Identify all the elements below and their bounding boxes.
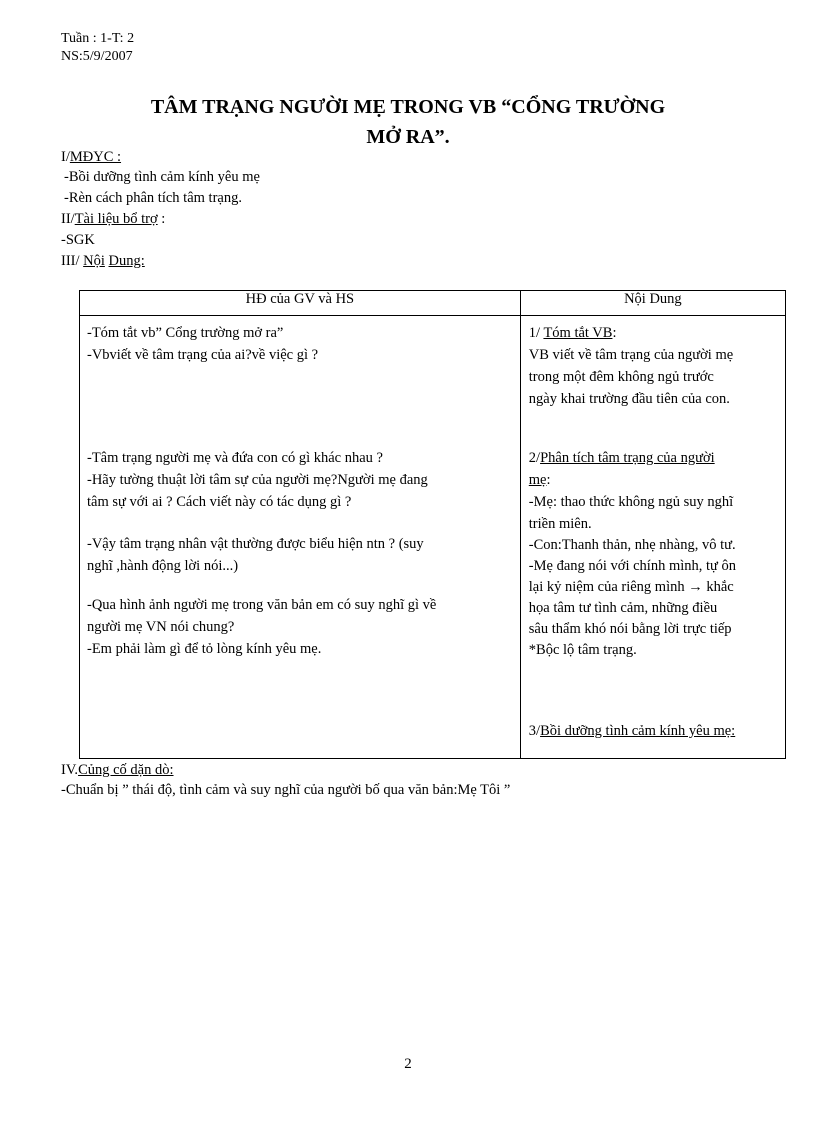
section-2-suffix: : [157,211,166,227]
section-2-heading [61,209,165,229]
content-line: VB viết về tâm trạng của người mẹ [528,347,734,363]
heading-2-suffix: : [546,472,551,488]
heading-2-text-cont: mẹ [528,472,547,488]
activity-line: -Vbviết về tâm trạng của ai?về việc gì ? [87,347,319,363]
section-2-item: -SGK [61,232,95,248]
activity-line: -Hãy tường thuật lời tâm sự của người mẹ?Người mẹ đang [87,472,428,488]
content-heading-2 [529,448,715,468]
content-line: -Mẹ đang nói với chính mình, tự ôn [528,558,737,574]
section-4-title: Củng cố dặn dò: [78,762,174,778]
column-header-content: Nội Dung [520,291,785,316]
content-line: họa tâm tư tình cảm, những điều [528,600,718,616]
content-cell [520,316,785,759]
section-4-heading [61,760,174,780]
title-line-2: MỞ RA”. [366,126,450,148]
content-line: ngày khai trường đầu tiên của con. [528,391,730,407]
content-line: sâu thẩm khó nói bằng lời trực tiếp [528,621,732,637]
section-1-item: -Rèn cách phân tích tâm trạng. [64,190,242,206]
activities-cell [80,316,521,759]
content-line: -Mẹ: thao thức không ngủ suy nghĩ [528,494,734,510]
section-1-title: MĐYC : [69,149,122,165]
activity-line: -Tóm tắt vb” Cổng trường mở ra” [87,325,284,341]
heading-1-prefix: 1/ [528,325,544,341]
content-line: lại kỷ niệm của riêng mình → khắc [528,579,734,595]
column-header-activities: HĐ của GV và HS [80,291,521,316]
section-1-heading [61,147,121,167]
week-label: Tuần : 1-T: 2 [61,31,135,46]
section-2-title: Tài liệu bổ trợ [74,211,158,227]
content-line: triền miên. [528,516,592,532]
content-line: *Bộc lộ tâm trạng. [528,642,637,658]
activity-line: tâm sự với ai ? Cách viết này có tác dụng gì ? [87,494,352,510]
activity-line: -Qua hình ảnh người mẹ trong văn bản em có suy nghĩ gì về [87,597,437,613]
heading-2-text: Phân tích tâm trạng của người [540,450,715,466]
activity-line: -Em phải làm gì để tỏ lòng kính yêu mẹ. [87,641,322,657]
content-line: trong một đêm không ngủ trước [528,369,714,385]
section-3-title-word-2: Dung: [108,253,145,269]
section-1-prefix: I/ [61,149,70,165]
activity-line: -Tâm trạng người mẹ và đứa con có gì khác nhau ? [87,450,383,466]
activity-line: nghĩ ,hành động lời nói...) [87,558,239,574]
section-4-prefix: IV. [61,762,79,778]
heading-3-prefix: 3/ [528,723,541,739]
content-heading-3 [529,721,735,741]
section-4-item: -Chuẩn bị ” thái độ, tình cảm và suy nghĩ của người bố qua văn bản:Mẹ Tôi ” [61,782,511,798]
section-3-heading [61,251,145,271]
section-2-prefix: II/ [61,211,75,227]
page-number: 2 [404,1056,412,1072]
content-heading-2-cont [529,470,551,490]
activity-line: -Vậy tâm trạng nhân vật thường được biểu hiện ntn ? (suy [87,536,424,552]
table-header-row [80,291,786,316]
content-heading-1 [529,323,617,343]
heading-3-text: Bồi dưỡng tình cảm kính yêu mẹ: [540,723,736,739]
heading-1-suffix: : [612,325,617,341]
content-table [79,290,786,759]
section-3-prefix: III/ [61,253,84,269]
section-1-item: -Bồi dưỡng tình cảm kính yêu mẹ [64,169,260,185]
heading-1-text: Tóm tắt VB [543,325,613,341]
activity-line: người mẹ VN nói chung? [87,619,235,635]
section-3-title-word-1: Nội [83,253,105,269]
table-row [80,316,786,759]
page-title [100,92,716,152]
date-label: NS:5/9/2007 [61,49,133,64]
heading-2-prefix: 2/ [528,450,541,466]
content-line: -Con:Thanh thản, nhẹ nhàng, vô tư. [528,537,736,553]
title-line-1: TÂM TRẠNG NGƯỜI MẸ TRONG VB “CỔNG TRƯỜNG [150,96,666,118]
